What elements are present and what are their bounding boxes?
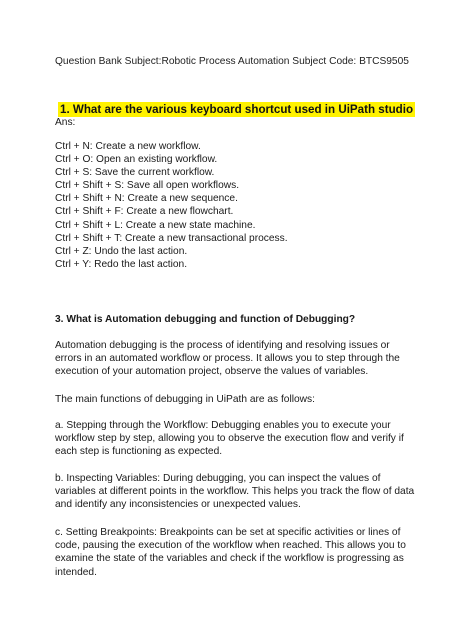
shortcut-list bbox=[55, 140, 288, 271]
debugging-definition-paragraph: Automation debugging is the process of identifying and resolving issues or errors in an automated workflow or process. It allows you to step through the execution of your automation project, observe the values of variables. bbox=[55, 340, 400, 378]
debugging-function-inspecting: b. Inspecting Variables: During debugging, you can inspect the values of variables at different points in the workflow. This helps you track the flow of data and identify any inconsistencies or unexpected values. bbox=[55, 473, 415, 511]
debugging-functions-intro: The main functions of debugging in UiPath are as follows: bbox=[55, 394, 315, 405]
shortcut-item: Ctrl + Shift + L: Create a new state machine. bbox=[55, 219, 256, 231]
shortcut-item: Ctrl + Z: Undo the last action. bbox=[55, 245, 188, 257]
question-3-title: 3. What is Automation debugging and function of Debugging? bbox=[55, 314, 356, 325]
shortcut-item: Ctrl + O: Open an existing workflow. bbox=[55, 154, 218, 166]
document-header: Question Bank Subject:Robotic Process Automation Subject Code: BTCS9505 bbox=[55, 56, 409, 67]
shortcut-item: Ctrl + Shift + N: Create a new sequence. bbox=[55, 193, 238, 205]
question-1-title: 1. What are the various keyboard shortcut used in UiPath studio bbox=[60, 103, 414, 116]
shortcut-item: Ctrl + Shift + T: Create a new transactional process. bbox=[55, 232, 288, 244]
shortcut-item: Ctrl + S: Save the current workflow. bbox=[55, 167, 215, 179]
question-1-heading bbox=[58, 100, 415, 118]
shortcut-item: Ctrl + Y: Redo the last action. bbox=[55, 258, 188, 270]
debugging-function-breakpoints: c. Setting Breakpoints: Breakpoints can be set at specific activities or lines of code, pausing the execution of the workflow when reached. This allows you to examine the state of the variables and check if the workflow is progressing as intended. bbox=[55, 527, 406, 578]
shortcut-item: Ctrl + Shift + S: Save all open workflows. bbox=[55, 180, 240, 192]
shortcut-item: Ctrl + Shift + F: Create a new flowchart. bbox=[55, 206, 234, 218]
debugging-function-stepping: a. Stepping through the Workflow: Debugging enables you to execute your workflow step by step, allowing you to observe the execution flow and verify if each step is functioning as expected. bbox=[55, 420, 404, 458]
answer-label: Ans: bbox=[55, 117, 76, 128]
shortcut-item: Ctrl + N: Create a new workflow. bbox=[55, 141, 201, 152]
